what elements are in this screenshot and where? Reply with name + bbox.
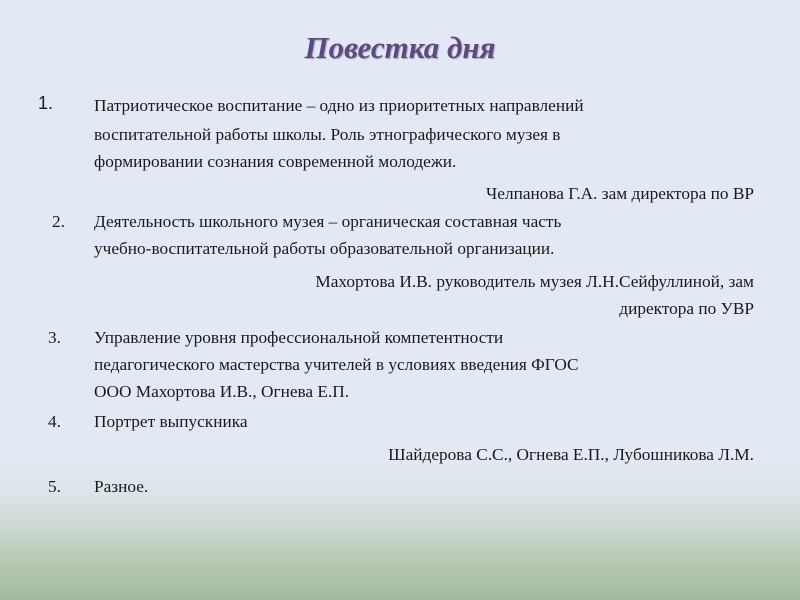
agenda-item-2 [94, 208, 754, 262]
agenda-item-4 [94, 408, 754, 435]
item-2-speaker-line-2: директора по УВР [619, 299, 754, 318]
item-2-speaker-line-1: Махортова И.В. руководитель музея Л.Н.Сейфуллиной, зам [315, 272, 754, 291]
item-3-number: 3. [48, 328, 61, 347]
item-1-line-1: Патриотическое воспитание – одно из приоритетных направлений [94, 96, 584, 115]
page-title: Повестка дня [304, 30, 496, 65]
item-5-number: 5. [48, 477, 61, 496]
item-4-speaker-line-1: Шайдерова С.С., Огнева Е.П., Лубошникова Л.М. [388, 445, 754, 464]
item-2-speaker [315, 268, 754, 322]
item-2-line-2: учебно-воспитательной работы образовательной организации. [94, 239, 555, 258]
item-3-line-3: ООО Махортова И.В., Огнева Е.П. [94, 382, 350, 401]
item-4-speaker [388, 441, 754, 468]
item-5-line-1: Разное. [94, 477, 149, 496]
item-3-line-1: Управление уровня профессиональной компетентности [94, 328, 504, 347]
item-2-number: 2. [52, 212, 65, 231]
item-1-speaker-line-1: Челпанова Г.А. зам директора по ВР [486, 184, 754, 203]
item-4-number: 4. [48, 412, 61, 431]
agenda-item-1 [94, 91, 754, 175]
item-1-number: 1. [38, 93, 54, 113]
item-1-line-2: воспитательной работы школы. Роль этнографического музея в [94, 125, 561, 144]
item-1-line-3: формировании сознания современной молодежи. [94, 152, 457, 171]
item-3-line-2: педагогического мастерства учителей в условиях введения ФГОС [94, 355, 579, 374]
item-4-line-1: Портрет выпускника [94, 412, 248, 431]
agenda-item-3 [94, 324, 754, 405]
item-2-line-1: Деятельность школьного музея – органическая составная часть [94, 212, 562, 231]
item-1-speaker [486, 180, 754, 207]
agenda-item-5 [94, 473, 754, 500]
